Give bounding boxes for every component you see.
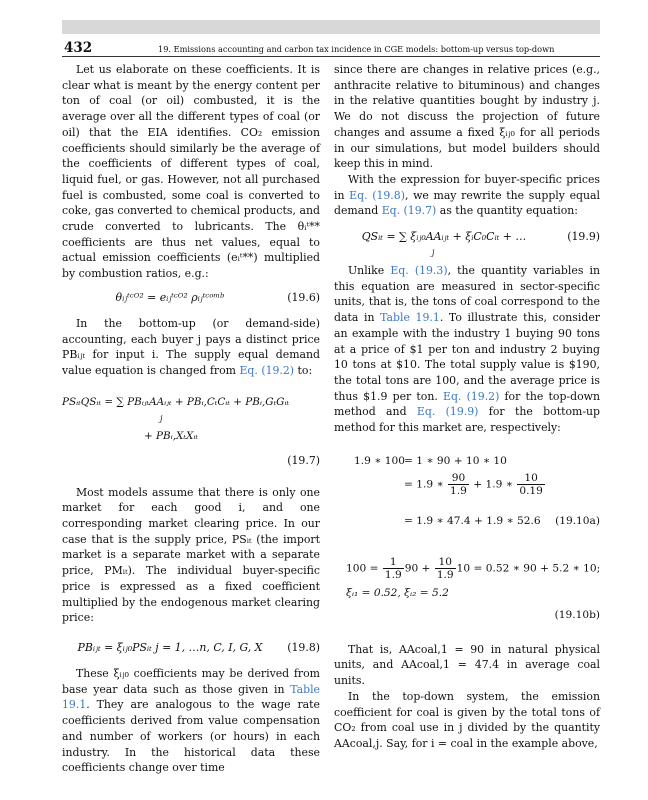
frac-den: 1.9: [384, 568, 402, 581]
right-p3-mid-1: , the quantity variables in this equation are measured in sector-specific units, that is, the tons of coal correspond to the data in: [334, 264, 601, 325]
equation-19-9: [334, 219, 600, 263]
right-p2-mid: , we may rewrite the supply equal demand: [334, 188, 600, 218]
equation-19-10b: [334, 556, 600, 624]
left-paragraph-2: [62, 316, 320, 379]
left-p4-tail: . They are analogous to the wage rate coefficients derived from value compensation and number of workers (or hours) in each industry. In the historical data these coefficients change over time: [62, 698, 320, 775]
eq-19-10a-l2-mid: + 1.9 ∗: [473, 478, 513, 491]
eq-19-2-link-2[interactable]: Eq. (19.2): [443, 389, 500, 403]
right-p3-tail: for the bottom-up method for this market are, respectively:: [334, 405, 600, 435]
right-paragraph-5: In the top-down system, the emission coefficient for coal is given by the total tons of CO₂ from coal use in j divided by the quantity AAcoal,j. Say, for i = coal in the example above,: [334, 689, 600, 750]
equation-19-7-line-1: PSᵢₜQSᵢₜ = ∑ PBᵢⱼₜAAᵢⱼₜ + PBᵢ,CₜCᵢₜ + PBᵢ,GₜGᵢₜ: [62, 395, 290, 408]
equation-19-8-body: PBᵢⱼₜ = ξᵢⱼ₀PSᵢₜ j = 1, …n, C, I, G, X: [77, 640, 263, 654]
left-paragraph-4: [62, 666, 320, 776]
eq-19-2-link[interactable]: Eq. (19.2): [239, 363, 295, 377]
left-p4-text: These ξᵢⱼ₀ coefficients may be derived from base year data such as those given in: [62, 666, 320, 696]
fraction-10-1-9: [435, 556, 456, 581]
frac-num: 10: [524, 471, 538, 484]
eq-19-10a-line-2: [404, 472, 546, 497]
eq-19-10b-line-1: [346, 556, 600, 581]
frac-den: 1.9: [436, 568, 454, 581]
fraction-1-1-9: [383, 556, 404, 581]
fraction-10-0-19: [517, 472, 545, 497]
eq-19-9-link[interactable]: Eq. (19.9): [416, 405, 479, 419]
equation-19-9-body: QSᵢₜ = ∑ ξᵢⱼ₀AAᵢⱼₜ + ξᵢC₀Cᵢₜ + …: [361, 230, 527, 244]
equation-19-8-number: (19.8): [287, 640, 320, 654]
equation-19-10a: [334, 450, 600, 540]
eq-19-10a-line-1-lhs: 1.9 ∗ 100: [354, 454, 406, 467]
equation-19-7-number: (19.7): [287, 453, 320, 467]
equation-19-7: [62, 387, 320, 485]
right-p2-text: With the expression for buyer-specific prices in: [334, 172, 600, 202]
right-p3-mid-3: for the top-down method and: [334, 389, 600, 419]
frac-den: 1.9: [450, 484, 467, 497]
frac-num: 10: [438, 555, 452, 568]
eq-19-10b-line-2: ξᵢ₁ = 0.52, ξᵢ₂ = 5.2: [346, 586, 449, 599]
left-paragraph-3: Most models assume that there is only one market for each good i, and one corresponding market clearing price. In our case that is the supply price, PSᵢₜ (the import market is a separate market with a separate price, PMᵢₜ). The individual buyer-specific price is expressed as a fixed coefficient multiplied by the endogenous market clearing price:: [62, 485, 320, 625]
equation-19-6: [62, 282, 320, 316]
table-19-1-link[interactable]: Table 19.1: [62, 682, 320, 712]
right-paragraph-3: [334, 263, 600, 436]
frac-num: 90: [451, 471, 466, 484]
left-p2-text: In the bottom-up (or demand-side) accounting, each buyer j pays a distinct price PBᵢⱼₜ for input i. The supply equal demand value equation is changed from: [62, 316, 320, 377]
left-p2-tail: to:: [297, 363, 313, 377]
eq-19-10b-mid: 90 +: [404, 562, 431, 575]
eq-19-3-link[interactable]: Eq. (19.3): [390, 264, 448, 278]
header-rule: [62, 56, 600, 57]
eq-19-8-link[interactable]: Eq. (19.8): [349, 188, 405, 202]
right-p2-tail: as the quantity equation:: [439, 204, 578, 218]
equation-19-6-number: (19.6): [287, 290, 320, 304]
eq-19-10a-line-3: = 1.9 ∗ 47.4 + 1.9 ∗ 52.6: [404, 514, 541, 527]
left-column: [62, 62, 320, 776]
eq-19-10a-l2-pre: = 1.9 ∗: [404, 478, 444, 491]
equation-19-8: [62, 626, 320, 666]
fraction-90-1-9: [448, 472, 469, 497]
equation-19-9-number: (19.9): [567, 230, 600, 244]
right-p3-mid-2: . To illustrate this, consider an example with the industry 1 buying 90 tons at a price of $1 per ton and industry 2 buying 10 tons at $10. The total supply value is $190, the total tons are 100, and the average price is thus $1.9 per ton.: [334, 311, 601, 403]
right-paragraph-2: [334, 172, 600, 219]
equation-19-7-index: j: [160, 413, 163, 423]
header-band: [62, 20, 600, 34]
frac-den: 0.19: [519, 484, 543, 497]
equation-19-9-index: j: [432, 248, 435, 258]
eq-19-7-link[interactable]: Eq. (19.7): [381, 204, 437, 218]
table-19-1-link-2[interactable]: Table 19.1: [380, 311, 440, 325]
right-paragraph-4: That is, AAcoal,1 = 90 in natural physical units, and AAcoal,1 = 47.4 in average coal units.: [334, 642, 600, 688]
right-column: [334, 62, 600, 752]
frac-num: 1: [389, 555, 397, 568]
left-paragraph-1: Let us elaborate on these coefficients. It is clear what is meant by the energy content per ton of coal (or oil) combusted, it is the average over all the different types of coal (or oil) that the EIA identifies. CO₂ emission coefficients should similarly be the average of the coefficients of different types of coal, liquid fuel, or gas. However, not all purchased fuel is combusted, some coal is converted to coke, gas converted to chemical products, and crude converted to lubricants. The θᵢᵗ** coefficients are thus net values, equal to actual emission coefficients (eᵢᵗ**) multiplied by combustion ratios, e.g.:: [62, 63, 320, 281]
equation-19-7-line-2: + PBᵢ,XₜXᵢₜ: [144, 429, 199, 442]
running-head: 19. Emissions accounting and carbon tax incidence in CGE models: bottom-up versus top-down: [158, 44, 555, 54]
eq-19-10a-line-1-rhs: = 1 ∗ 90 + 10 ∗ 10: [404, 454, 507, 467]
equation-19-6-body: θᵢⱼᵗᶜᴼ² = eᵢⱼᵗᶜᴼ² ρᵢⱼᵗᶜᵒᵐᵇ: [115, 290, 225, 304]
eq-19-10b-pre: 100 =: [346, 562, 379, 575]
page-number: 432: [64, 40, 93, 56]
eq-19-10a-number: (19.10a): [555, 514, 600, 527]
right-p3-text: Unlike: [348, 264, 385, 278]
right-paragraph-1: since there are changes in relative prices (e.g., anthracite relative to bituminous) and changes in the relative quantities bought by industry j. We do not discuss the projection of future changes and assume a fixed ξᵢⱼ₀ for all periods in our simulations, but model builders should keep this in mind.: [334, 63, 600, 171]
eq-19-10b-post: 10 = 0.52 ∗ 90 + 5.2 ∗ 10;: [456, 562, 601, 575]
eq-19-10b-number: (19.10b): [554, 608, 600, 621]
